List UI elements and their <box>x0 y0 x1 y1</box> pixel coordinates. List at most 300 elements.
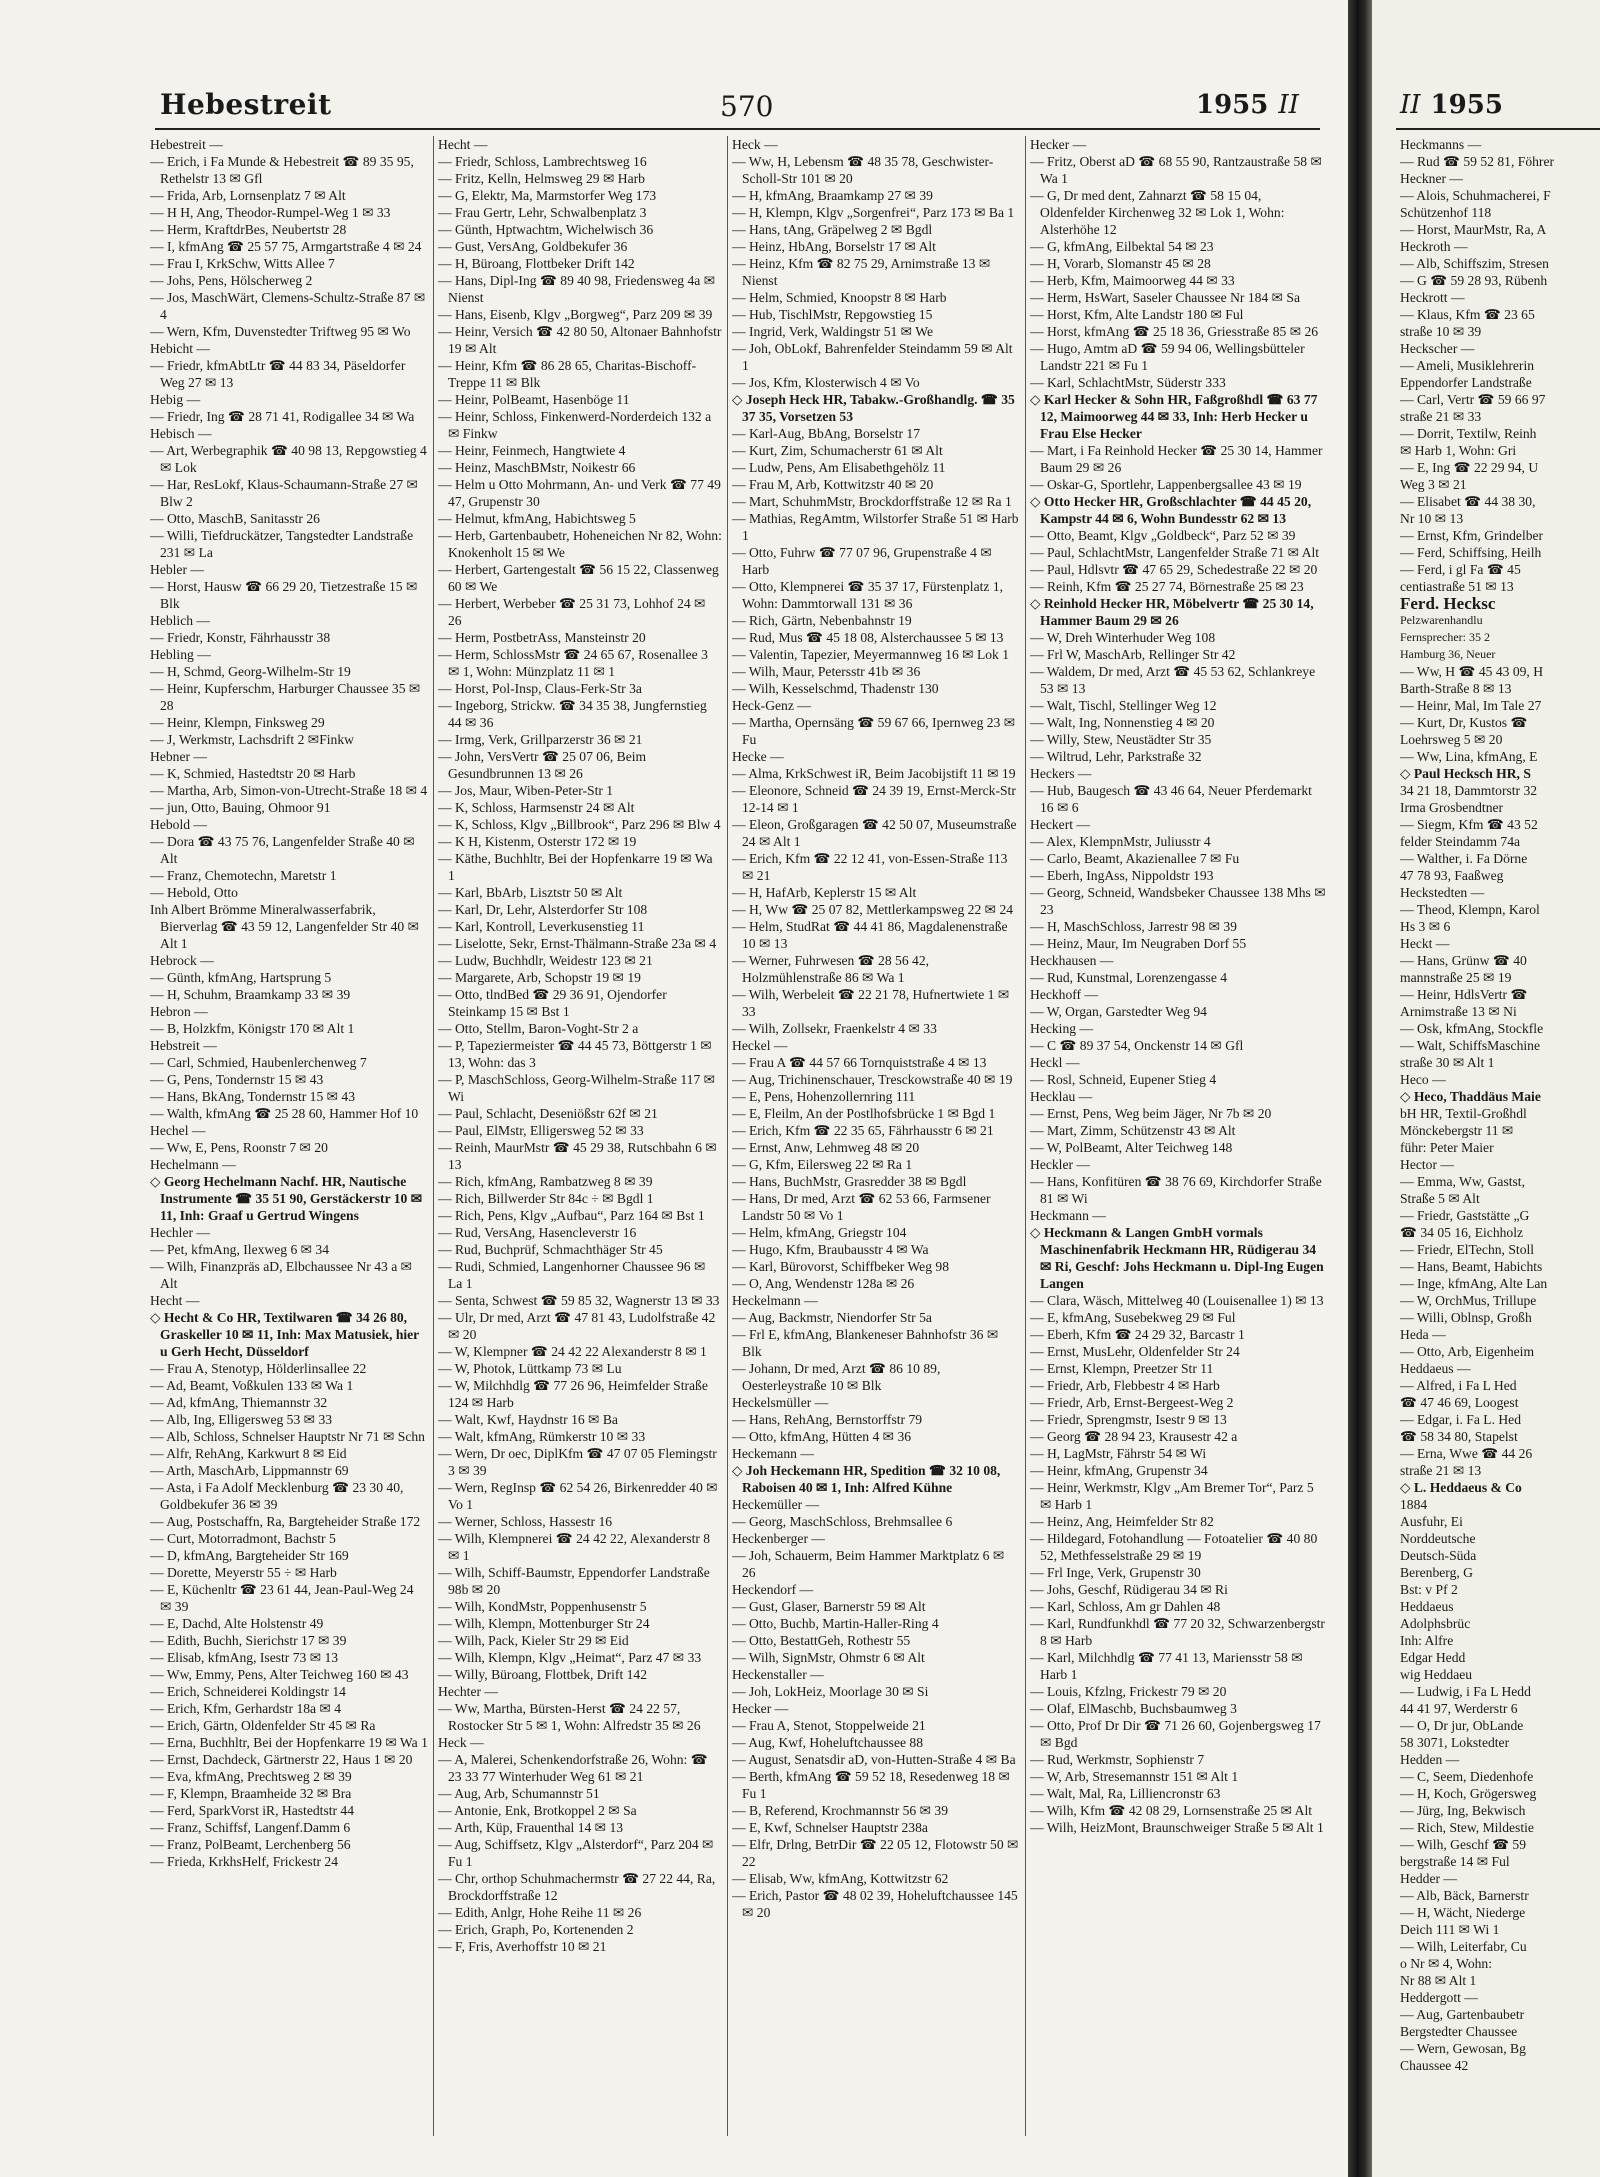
directory-entry: — Wilh, SignMstr, Ohmstr 6 ✉ Alt <box>732 1650 925 1665</box>
directory-entry: — Walther, i. Fa Dörne <box>1400 851 1528 866</box>
directory-entry: — Hans, BkAng, Tondernstr 15 ✉ 43 <box>150 1089 356 1104</box>
directory-entry: — Ernst, Pens, Weg beim Jäger, Nr 7b ✉ 20 <box>1030 1106 1272 1121</box>
directory-entry: ◇ Hecht & Co HR, Textilwaren ☎ 34 26 80, Graskeller 10 ✉ 11, Inh: Max Matusiek, hier u Gerh Hecht, Düsseldorf <box>150 1310 419 1359</box>
directory-entry: bH HR, Textil-Großhdl <box>1400 1106 1527 1121</box>
directory-entry: — Ferd, i gl Fa ☎ 45 <box>1400 562 1521 577</box>
directory-entry: — Rud, Werkmstr, Sophienstr 7 <box>1030 1752 1205 1767</box>
directory-entry: — Karl, Rundfunkhdl ☎ 77 20 32, Schwarzenbergstr 8 ✉ Harb <box>1030 1616 1325 1648</box>
surname-heading: Heda — <box>1400 1327 1446 1342</box>
directory-entry: — H, Klempn, Klgv „Sorgenfrei“, Parz 173 ✉ Ba 1 <box>732 205 1015 220</box>
directory-entry: — Edith, Anlgr, Hohe Reihe 11 ✉ 26 <box>438 1905 642 1920</box>
directory-entry: — Hugo, Amtm aD ☎ 59 94 06, Wellingsbütteler Landstr 221 ✉ Fu 1 <box>1030 341 1305 373</box>
directory-entry: — Otto, MaschB, Sanitasstr 26 <box>150 511 320 526</box>
directory-entry: — Hildegard, Fotohandlung — Fotoatelier ☎ 40 80 52, Methfesselstraße 29 ✉ 19 <box>1030 1531 1318 1563</box>
directory-entry: — Alb, Schloss, Schnelser Hauptstr Nr 71 ✉ Schn <box>150 1429 425 1444</box>
directory-entry: Straße 5 ✉ Alt <box>1400 1191 1480 1206</box>
surname-heading: Hebron — <box>150 1004 208 1019</box>
directory-entry: — Wilh, Maur, Petersstr 41b ✉ 36 <box>732 664 921 679</box>
directory-entry: — Rich, Pens, Klgv „Aufbau“, Parz 164 ✉ Bst 1 <box>438 1208 705 1223</box>
directory-entry: — Friedr, Ing ☎ 28 71 41, Rodigallee 34 ✉ Wa <box>150 409 415 424</box>
directory-entry: — B, Holzkfm, Königstr 170 ✉ Alt 1 <box>150 1021 355 1036</box>
directory-entry: — Frau M, Arb, Kottwitzstr 40 ✉ 20 <box>732 477 934 492</box>
directory-entry: — Rudi, Schmied, Langenhorner Chaussee 96 ✉ La 1 <box>438 1259 706 1291</box>
directory-entry: — W, Klempner ☎ 24 42 22 Alexanderstr 8 ✉ 1 <box>438 1344 707 1359</box>
directory-entry: — Rud, Buchprüf, Schmachthäger Str 45 <box>438 1242 663 1257</box>
directory-entry: — G, Dr med dent, Zahnarzt ☎ 58 15 04, Oldenfelder Kirchenweg 32 ✉ Lok 1, Wohn: Alsterhöhe 12 <box>1030 188 1285 237</box>
directory-entry: — Hub, Baugesch ☎ 43 46 64, Neuer Pferdemarkt 16 ✉ 6 <box>1030 783 1312 815</box>
directory-entry: — Wilh, Zollsekr, Fraenkelstr 4 ✉ 33 <box>732 1021 937 1036</box>
directory-entry: — Ludw, Buchhdlr, Weidestr 123 ✉ 21 <box>438 953 653 968</box>
header-rule <box>1396 128 1600 130</box>
directory-entry: — Willi, Tiefdruckätzer, Tangstedter Landstraße 231 ✉ La <box>150 528 414 560</box>
directory-entry: mannstraße 25 ✉ 19 <box>1400 970 1512 985</box>
directory-entry: — Reinh, MaurMstr ☎ 45 29 38, Rutschbahn 6 ✉ 13 <box>438 1140 717 1172</box>
directory-entry: — Rosl, Schneid, Eupener Stieg 4 <box>1030 1072 1217 1087</box>
directory-entry: straße 10 ✉ 39 <box>1400 324 1482 339</box>
directory-entry: — Elfr, Drlng, BetrDir ☎ 22 05 12, Flotowstr 50 ✉ 22 <box>732 1837 1019 1869</box>
directory-entry: — Ernst, Klempn, Preetzer Str 11 <box>1030 1361 1214 1376</box>
directory-entry: — H, Koch, Grögersweg <box>1400 1786 1537 1801</box>
directory-entry: — Hans, Dr med, Arzt ☎ 62 53 66, Farmsener Landstr 50 ✉ Vo 1 <box>732 1191 991 1223</box>
directory-entry: — Erich, i Fa Munde & Hebestreit ☎ 89 35 95, Rethelstr 13 ✉ Gfl <box>150 154 414 186</box>
directory-entry: — Friedr, Gaststätte „G <box>1400 1208 1530 1223</box>
directory-entry: — Elisabet ☎ 44 38 30, <box>1400 494 1536 509</box>
surname-heading: Heckroth — <box>1400 239 1468 254</box>
directory-entry: — Herb, Kfm, Maimoorweg 44 ✉ 33 <box>1030 273 1235 288</box>
directory-entry: — Herm, HsWart, Saseler Chaussee Nr 184 ✉ Sa <box>1030 290 1301 305</box>
directory-page-right <box>1372 0 1600 2177</box>
directory-entry: — Georg, Schneid, Wandsbeker Chaussee 138 Mhs ✉ 23 <box>1030 885 1326 917</box>
directory-entry: — Johann, Dr med, Arzt ☎ 86 10 89, Oesterleystraße 10 ✉ Blk <box>732 1361 941 1393</box>
directory-entry: — Osk, kfmAng, Stockfle <box>1400 1021 1544 1036</box>
directory-entry: — Alma, KrkSchwest iR, Beim Jacobijstift 11 ✉ 19 <box>732 766 1016 781</box>
directory-entry: — Werner, Fuhrwesen ☎ 28 56 42, Holzmühlenstraße 86 ✉ Wa 1 <box>732 953 930 985</box>
directory-entry: — Ernst, Anw, Lehmweg 48 ✉ 20 <box>732 1140 920 1155</box>
directory-entry: — Hugo, Kfm, Braubausstr 4 ✉ Wa <box>732 1242 929 1257</box>
directory-entry: — Ingrid, Verk, Waldingstr 51 ✉ We <box>732 324 934 339</box>
directory-entry: — Har, ResLokf, Klaus-Schaumann-Straße 27 ✉ Blw 2 <box>150 477 418 509</box>
surname-heading: Heckemann — <box>732 1446 814 1461</box>
directory-entry: — Aug, Postschaffn, Ra, Bargteheider Straße 172 <box>150 1514 421 1529</box>
directory-entry: — Joh, LokHeiz, Moorlage 30 ✉ Si <box>732 1684 929 1699</box>
surname-heading: Hedder — <box>1400 1871 1457 1886</box>
directory-entry: — W, Milchhdlg ☎ 77 26 96, Heimfelder Straße 124 ✉ Harb <box>438 1378 708 1410</box>
directory-entry: — Berth, kfmAng ☎ 59 52 18, Resedenweg 18 ✉ Fu 1 <box>732 1769 1010 1801</box>
directory-entry: — Karl, Kontroll, Leverkusenstieg 11 <box>438 919 645 934</box>
surname-heading: Hechel — <box>150 1123 206 1138</box>
directory-entry: Nr 88 ✉ Alt 1 <box>1400 1973 1477 1988</box>
directory-entry: — Ingeborg, Strickw. ☎ 34 35 38, Jungfernstieg 44 ✉ 36 <box>438 698 707 730</box>
directory-entry: — Heinr, PolBeamt, Hasenböge 11 <box>438 392 630 407</box>
directory-entry: ◇ Joseph Heck HR, Tabakw.-Großhandlg. ☎ 35 37 35, Vorsetzen 53 <box>732 392 1015 424</box>
directory-entry: — Helm, Schmied, Knoopstr 8 ✉ Harb <box>732 290 947 305</box>
directory-entry: — H, HafArb, Keplerstr 15 ✉ Alt <box>732 885 917 900</box>
directory-entry: — Antonie, Enk, Brotkoppel 2 ✉ Sa <box>438 1803 637 1818</box>
directory-entry: — Heinr, Versich ☎ 42 80 50, Altonaer Bahnhofstr 19 ✉ Alt <box>438 324 722 356</box>
directory-entry: — Herm, KraftdrBes, Neubertstr 28 <box>150 222 347 237</box>
directory-entry: — Otto, Beamt, Klgv „Goldbeck“, Parz 52 ✉ 39 <box>1030 528 1296 543</box>
directory-entry: — Hebold, Otto <box>150 885 238 900</box>
directory-entry: — Carl, Vertr ☎ 59 66 97 <box>1400 392 1546 407</box>
directory-entry: — Frl E, kfmAng, Blankeneser Bahnhofstr 36 ✉ Blk <box>732 1327 999 1359</box>
directory-entry: — Fritz, Oberst aD ☎ 68 55 90, Rantzaustraße 58 ✉ Wa 1 <box>1030 154 1322 186</box>
directory-entry: — Wilh, Finanzpräs aD, Elbchaussee Nr 43 a ✉ Alt <box>150 1259 413 1291</box>
directory-entry: — Erna, Wwe ☎ 44 26 <box>1400 1446 1533 1461</box>
surname-heading: Heckert — <box>1030 817 1091 832</box>
directory-entry: felder Steindamm 74a <box>1400 834 1521 849</box>
directory-entry: — Heinr, Werkmstr, Klgv „Am Bremer Tor“, Parz 5 ✉ Harb 1 <box>1030 1480 1314 1512</box>
directory-entry: — C, Seem, Diedenhofe <box>1400 1769 1534 1784</box>
directory-entry: — Johs, Geschf, Rüdigerau 34 ✉ Ri <box>1030 1582 1228 1597</box>
directory-entry: — Hub, TischlMstr, Repgowstieg 15 <box>732 307 933 322</box>
surname-heading: Hecker — <box>732 1701 789 1716</box>
directory-entry: — H, Schuhm, Braamkamp 33 ✉ 39 <box>150 987 351 1002</box>
directory-entry: — Ulr, Dr med, Arzt ☎ 47 81 43, Ludolfstraße 42 ✉ 20 <box>438 1310 716 1342</box>
directory-entry: — Mart, Zimm, Schützenstr 43 ✉ Alt <box>1030 1123 1236 1138</box>
directory-entry: — Rich, Gärtn, Nebenbahnstr 19 <box>732 613 912 628</box>
directory-entry: — Rich, Stew, Mildestie <box>1400 1820 1534 1835</box>
directory-entry: — D, kfmAng, Bargteheider Str 169 <box>150 1548 349 1563</box>
column-divider <box>433 136 434 2136</box>
surname-heading: Heck-Genz — <box>732 698 811 713</box>
directory-entry: — Alb, Ing, Elligersweg 53 ✉ 33 <box>150 1412 333 1427</box>
directory-entry: — Frida, Arb, Lornsenplatz 7 ✉ Alt <box>150 188 346 203</box>
surname-heading: Heco — <box>1400 1072 1446 1087</box>
directory-entry: — Senta, Schwest ☎ 59 85 32, Wagnerstr 13 ✉ 33 <box>438 1293 720 1308</box>
directory-entry: — F, Klempn, Braamheide 32 ✉ Bra <box>150 1786 352 1801</box>
surname-heading: Heckmanns — <box>1400 137 1482 152</box>
directory-entry: Weg 3 ✉ 21 <box>1400 477 1467 492</box>
surname-heading: Heblich — <box>150 613 211 628</box>
directory-entry: — Johs, Pens, Hölscherweg 2 <box>150 273 313 288</box>
directory-entry: — Franz, Schiffsf, Langenf.Damm 6 <box>150 1820 351 1835</box>
directory-entry: — Heinz, HbAng, Borselstr 17 ✉ Alt <box>732 239 936 254</box>
directory-entry: — Pet, kfmAng, Ilexweg 6 ✉ 34 <box>150 1242 330 1257</box>
surname-heading: Heckenberger — <box>732 1531 825 1546</box>
directory-entry: — Walt, Kwf, Haydnstr 16 ✉ Ba <box>438 1412 618 1427</box>
directory-entry: — E, Fleilm, An der Postlhofsbrücke 1 ✉ Bgd 1 <box>732 1106 996 1121</box>
directory-entry: — Otto, Arb, Eigenheim <box>1400 1344 1535 1359</box>
directory-entry: — Reinh, Kfm ☎ 25 27 74, Börnestraße 25 ✉ 23 <box>1030 579 1304 594</box>
directory-entry: — E, Kwf, Schnelser Hauptstr 238a <box>732 1820 928 1835</box>
directory-entry: — H, Büroang, Flottbeker Drift 142 <box>438 256 635 271</box>
directory-entry: führ: Peter Maier <box>1400 1140 1494 1155</box>
directory-entry: — Herbert, Werbeber ☎ 25 31 73, Lohhof 24 ✉ 26 <box>438 596 706 628</box>
directory-entry: — Karl, Dr, Lehr, Alsterdorfer Str 108 <box>438 902 648 917</box>
directory-entry: — Martha, Arb, Simon-von-Utrecht-Straße 18 ✉ 4 <box>150 783 428 798</box>
directory-entry: — Frau A, Stenot, Stoppelweide 21 <box>732 1718 926 1733</box>
surname-heading: Hechter — <box>438 1684 499 1699</box>
directory-entry: — Erich, Gärtn, Oldenfelder Str 45 ✉ Ra <box>150 1718 376 1733</box>
surname-heading: Hecht — <box>150 1293 200 1308</box>
directory-entry: — Irmg, Verk, Grillparzerstr 36 ✉ 21 <box>438 732 643 747</box>
surname-heading: Hebicht — <box>150 341 211 356</box>
surname-heading: Heckemüller — <box>732 1497 820 1512</box>
directory-entry: — Wilh, Klempn, Klgv „Heimat“, Parz 47 ✉ 33 <box>438 1650 702 1665</box>
directory-entry: ◇ Otto Hecker HR, Großschlachter ☎ 44 45 20, Kampstr 44 ✉ 6, Wohn Bundesstr 62 ✉ 13 <box>1030 494 1312 526</box>
directory-entry: — Franz, PolBeamt, Lerchenberg 56 <box>150 1837 351 1852</box>
directory-entry: — Heinz, MaschBMstr, Noikestr 66 <box>438 460 636 475</box>
directory-entry: — Alfred, i Fa L Hed <box>1400 1378 1517 1393</box>
directory-entry: — Franz, Chemotechn, Maretstr 1 <box>150 868 337 883</box>
surname-heading: Hebstreit — <box>150 1038 217 1053</box>
surname-heading: Heckmann — <box>1030 1208 1106 1223</box>
page-number: 570 <box>720 90 774 123</box>
surname-heading: Hebold — <box>150 817 208 832</box>
directory-entry: — Walt, Mal, Ra, Lilliencronstr 63 <box>1030 1786 1221 1801</box>
directory-entry: — Käthe, Buchhltr, Bei der Hopfenkarre 19 ✉ Wa 1 <box>438 851 713 883</box>
directory-entry: — E, kfmAng, Susebekweg 29 ✉ Ful <box>1030 1310 1236 1325</box>
surname-heading: Hedden — <box>1400 1752 1460 1767</box>
surname-heading: Heck — <box>438 1735 484 1750</box>
directory-entry: — Wilh, Pack, Kieler Str 29 ✉ Eid <box>438 1633 629 1648</box>
directory-entry: — Friedr, kfmAbtLtr ☎ 44 83 34, Päseldorfer Weg 27 ✉ 13 <box>150 358 406 390</box>
directory-entry: — Louis, Kfzlng, Frickestr 79 ✉ 20 <box>1030 1684 1227 1699</box>
directory-entry: Edgar Hedd <box>1400 1650 1466 1665</box>
directory-entry: — Karl, Milchhdlg ☎ 77 41 13, Mariensstr 58 ✉ Harb 1 <box>1030 1650 1303 1682</box>
directory-entry: bergstraße 14 ✉ Ful <box>1400 1854 1510 1869</box>
surname-heading: Hebling — <box>150 647 211 662</box>
directory-entry: — Valentin, Tapezier, Meyermannweg 16 ✉ Lok 1 <box>732 647 1010 662</box>
directory-entry: wig Heddaeu <box>1400 1667 1473 1682</box>
directory-entry: Loehrsweg 5 ✉ 20 <box>1400 732 1503 747</box>
directory-entry: — Elisab, kfmAng, Isestr 73 ✉ 13 <box>150 1650 339 1665</box>
directory-entry: — Herbert, Gartengestalt ☎ 56 15 22, Classenweg 60 ✉ We <box>438 562 719 594</box>
directory-entry: — Walt, Ing, Nonnenstieg 4 ✉ 20 <box>1030 715 1215 730</box>
directory-entry: — Eberh, IngAss, Nippoldstr 193 <box>1030 868 1214 883</box>
directory-entry: — Frau I, KrkSchw, Witts Allee 7 <box>150 256 335 271</box>
directory-entry: — Frau A, Stenotyp, Hölderlinsallee 22 <box>150 1361 367 1376</box>
directory-entry: — Karl, SchlachtMstr, Süderstr 333 <box>1030 375 1226 390</box>
directory-entry: — Hans, Grünw ☎ 40 <box>1400 953 1527 968</box>
directory-entry: Chaussee 42 <box>1400 2058 1469 2073</box>
directory-entry: — Edith, Buchh, Sierichstr 17 ✉ 39 <box>150 1633 347 1648</box>
directory-entry: — Wilh, Geschf ☎ 59 <box>1400 1837 1527 1852</box>
directory-entry: — Wilh, Werbeleit ☎ 22 21 78, Hufnertwiete 1 ✉ 33 <box>732 987 1010 1019</box>
directory-entry: — K, Schmied, Hastedtstr 20 ✉ Harb <box>150 766 356 781</box>
directory-entry: — Aug, Schiffsetz, Klgv „Alsterdorf“, Parz 204 ✉ Fu 1 <box>438 1837 714 1869</box>
directory-entry: Schützenhof 118 <box>1400 205 1492 220</box>
directory-entry: — Gust, VersAng, Goldbekufer 36 <box>438 239 628 254</box>
directory-entry: — Dora ☎ 43 75 76, Langenfelder Straße 40 ✉ Alt <box>150 834 415 866</box>
year-text: 1955 <box>1196 90 1269 120</box>
right-page-column <box>1400 136 1600 2146</box>
directory-entry: — I, kfmAng ☎ 25 57 75, Armgartstraße 4 ✉ 24 <box>150 239 422 254</box>
directory-entry: — K, Schloss, Harmsenstr 24 ✉ Alt <box>438 800 635 815</box>
directory-entry: — Inge, kfmAng, Alte Lan <box>1400 1276 1548 1291</box>
column-divider <box>1025 136 1026 2136</box>
directory-entry: — Otto, tlndBed ☎ 29 36 91, Ojendorfer Steinkamp 15 ✉ Bst 1 <box>438 987 667 1019</box>
advertisement-line: Hamburg 36, Neuer <box>1400 647 1496 661</box>
directory-entry: — Horst, Pol-Insp, Claus-Ferk-Str 3a <box>438 681 642 696</box>
directory-entry: — W, Organ, Garstedter Weg 94 <box>1030 1004 1207 1019</box>
directory-entry: — Ww, Emmy, Pens, Alter Teichweg 160 ✉ 43 <box>150 1667 409 1682</box>
directory-entry: Norddeutsche <box>1400 1531 1476 1546</box>
directory-entry: — Heinr, Mal, Im Tale 27 <box>1400 698 1542 713</box>
surname-heading: Hebestreit — <box>150 137 223 152</box>
directory-entry: — Heinz, Maur, Im Neugraben Dorf 55 <box>1030 936 1247 951</box>
directory-entry: — Rud, VersAng, Hasencleverstr 16 <box>438 1225 637 1240</box>
right-part-text: II <box>1400 90 1421 120</box>
directory-entry: — Otto, Stellm, Baron-Voght-Str 2 a <box>438 1021 639 1036</box>
surname-heading: Heckl — <box>1030 1055 1080 1070</box>
directory-entry: — Curt, Motorradmont, Bachstr 5 <box>150 1531 336 1546</box>
directory-entry: — Ernst, Dachdeck, Gärtnerstr 22, Haus 1 ✉ 20 <box>150 1752 413 1767</box>
directory-entry: — Georg, MaschSchloss, Brehmsallee 6 <box>732 1514 953 1529</box>
directory-entry: — Art, Werbegraphik ☎ 40 98 13, Repgowstieg 4 ✉ Lok <box>150 443 427 475</box>
directory-entry: — Waldem, Dr med, Arzt ☎ 45 53 62, Schlankreye 53 ✉ 13 <box>1030 664 1316 696</box>
directory-entry: Irma Grosbendtner <box>1400 800 1504 815</box>
directory-entry: — Ernst, MusLehr, Oldenfelder Str 24 <box>1030 1344 1240 1359</box>
directory-entry: — Ww, Martha, Bürsten-Herst ☎ 24 22 57, Rostocker Str 5 ✉ 1, Wohn: Alfredstr 35 ✉ 26 <box>438 1701 701 1733</box>
directory-entry: — Rud ☎ 59 52 81, Föhrer <box>1400 154 1554 169</box>
surname-heading: Heckler — <box>1030 1157 1091 1172</box>
directory-entry: — Kurt, Zim, Schumacherstr 61 ✉ Alt <box>732 443 943 458</box>
directory-entry: — H, Vorarb, Slomanstr 45 ✉ 28 <box>1030 256 1211 271</box>
directory-entry: — Horst, Hausw ☎ 66 29 20, Tietzestraße 15 ✉ Blk <box>150 579 418 611</box>
directory-entry: — Eberh, Kfm ☎ 24 29 32, Barcastr 1 <box>1030 1327 1245 1342</box>
directory-entry: — Hans, BuchMstr, Grasredder 38 ✉ Bgdl <box>732 1174 967 1189</box>
directory-entry: — Aug, Arb, Schumannstr 51 <box>438 1786 600 1801</box>
directory-entry: — Heinr, Feinmech, Hangtwiete 4 <box>438 443 626 458</box>
directory-entry: — Theod, Klempn, Karol <box>1400 902 1540 917</box>
directory-entry: — Willy, Stew, Neustädter Str 35 <box>1030 732 1212 747</box>
directory-entry: — Horst, MaurMstr, Ra, A <box>1400 222 1547 237</box>
directory-entry: Barth-Straße 8 ✉ 13 <box>1400 681 1512 696</box>
directory-entry: — Heinr, Kupferschm, Harburger Chaussee 35 ✉ 28 <box>150 681 421 713</box>
surname-heading: Hecht — <box>438 137 488 152</box>
directory-entry: straße 21 ✉ 13 <box>1400 1463 1482 1478</box>
page-header-keyword: Hebestreit <box>160 88 332 121</box>
surname-heading: Heckel — <box>732 1038 788 1053</box>
directory-entry: — Heinr, Kfm ☎ 86 28 65, Charitas-Bischoff-Treppe 11 ✉ Blk <box>438 358 697 390</box>
directory-entry: — Otto, Fuhrw ☎ 77 07 96, Grupenstraße 4 ✉ Harb <box>732 545 992 577</box>
directory-entry: — Heinz, Ang, Heimfelder Str 82 <box>1030 1514 1214 1529</box>
directory-entry: — Wilh, Kfm ☎ 42 08 29, Lornsenstraße 25 ✉ Alt <box>1030 1803 1313 1818</box>
directory-entry: ☎ 58 34 80, Stapelst <box>1400 1429 1518 1444</box>
surname-heading: Hebisch — <box>150 426 212 441</box>
directory-entry: — Emma, Ww, Gastst, <box>1400 1174 1525 1189</box>
directory-entry: — Paul, Schlacht, Deseniößstr 62f ✉ 21 <box>438 1106 658 1121</box>
surname-heading: Hebner — <box>150 749 207 764</box>
directory-entry: — Arth, Küp, Frauenthal 14 ✉ 13 <box>438 1820 624 1835</box>
surname-heading: Heckt — <box>1400 936 1450 951</box>
directory-entry: Nr 10 ✉ 13 <box>1400 511 1464 526</box>
directory-entry: — C ☎ 89 37 54, Onckenstr 14 ✉ Gfl <box>1030 1038 1244 1053</box>
directory-entry: o Nr ✉ 4, Wohn: <box>1400 1956 1492 1971</box>
directory-entry: — Ameli, Musiklehrerin <box>1400 358 1535 373</box>
surname-heading: Heckstedten — <box>1400 885 1485 900</box>
directory-entry: — Erich, Graph, Po, Kortenenden 2 <box>438 1922 634 1937</box>
directory-entry: — Frau Gertr, Lehr, Schwalbenplatz 3 <box>438 205 647 220</box>
surname-heading: Hechler — <box>150 1225 211 1240</box>
directory-entry: — Wilh, Kesselschmd, Thadenstr 130 <box>732 681 939 696</box>
directory-entry: — Friedr, Konstr, Fährhausstr 38 <box>150 630 331 645</box>
directory-entry: — Frau A ☎ 44 57 66 Tornquiststraße 4 ✉ 13 <box>732 1055 987 1070</box>
directory-entry: Mönckebergstr 11 ✉ <box>1400 1123 1514 1138</box>
surname-heading: Heckers — <box>1030 766 1092 781</box>
directory-entry: — Otto, Prof Dr Dir ☎ 71 26 60, Gojenbergsweg 17 ✉ Bgd <box>1030 1718 1321 1750</box>
directory-entry: — K, Schloss, Klgv „Billbrook“, Parz 296 ✉ Blw 4 <box>438 817 721 832</box>
directory-entry: — Aug, Trichinenschauer, Tresckowstraße 40 ✉ 19 <box>732 1072 1013 1087</box>
directory-entry: — Wilh, Klempnerei ☎ 24 42 22, Alexanderstr 8 ✉ 1 <box>438 1531 711 1563</box>
directory-entry: Deich 111 ✉ Wi 1 <box>1400 1922 1500 1937</box>
directory-entry: — Hans, RehAng, Bernstorffstr 79 <box>732 1412 923 1427</box>
directory-entry: — Joh, Schauerm, Beim Hammer Marktplatz 6 ✉ 26 <box>732 1548 1005 1580</box>
directory-entry: — Jos, Maur, Wiben-Peter-Str 1 <box>438 783 614 798</box>
directory-entry: — Edgar, i. Fa L. Hed <box>1400 1412 1522 1427</box>
directory-entry: ◇ Karl Hecker & Sohn HR, Faßgroßhdl ☎ 63 77 12, Maimoorweg 44 ✉ 33, Inh: Herb Hecker u Frau Else Hecker <box>1030 392 1318 441</box>
surname-heading: Heckscher — <box>1400 341 1475 356</box>
directory-entry: — E, Dachd, Alte Holstenstr 49 <box>150 1616 324 1631</box>
directory-entry: — Siegm, Kfm ☎ 43 52 <box>1400 817 1538 832</box>
directory-entry: — W, OrchMus, Trillupe <box>1400 1293 1537 1308</box>
directory-entry: — H, Schmd, Georg-Wilhelm-Str 19 <box>150 664 351 679</box>
directory-entry: — Carl, Schmied, Haubenlerchenweg 7 <box>150 1055 367 1070</box>
directory-entry: — Ww, Lina, kfmAng, E <box>1400 749 1538 764</box>
directory-entry: straße 21 ✉ 33 <box>1400 409 1482 424</box>
directory-entry: — Oskar-G, Sportlehr, Lappenbergsallee 43 ✉ 19 <box>1030 477 1302 492</box>
directory-entry: — Elisab, Ww, kfmAng, Kottwitzstr 62 <box>732 1871 949 1886</box>
surname-heading: Heckelsmüller — <box>732 1395 829 1410</box>
directory-entry: — Herm, SchlossMstr ☎ 24 65 67, Rosenallee 3 ✉ 1, Wohn: Münzplatz 11 ✉ 1 <box>438 647 708 679</box>
directory-entry: — Eva, kfmAng, Prechtsweg 2 ✉ 39 <box>150 1769 352 1784</box>
directory-entry: 44 41 97, Werderstr 6 <box>1400 1701 1518 1716</box>
directory-entry: — Alois, Schuhmacherei, F <box>1400 188 1551 203</box>
directory-entry: — Erich, Kfm, Gerhardstr 18a ✉ 4 <box>150 1701 342 1716</box>
surname-heading: Hechelmann — <box>150 1157 236 1172</box>
directory-entry: — Hans, Beamt, Habichts <box>1400 1259 1543 1274</box>
directory-entry: — Martha, Opernsäng ☎ 59 67 66, Ipernweg 23 ✉ Fu <box>732 715 1016 747</box>
directory-entry: — Jos, Kfm, Klosterwisch 4 ✉ Vo <box>732 375 920 390</box>
directory-entry: — Erich, Pastor ☎ 48 02 39, Hoheluftchaussee 145 ✉ 20 <box>732 1888 1018 1920</box>
directory-entry: — G, Pens, Tondernstr 15 ✉ 43 <box>150 1072 324 1087</box>
directory-entry: — Erich, Kfm ☎ 22 35 65, Fährhausstr 6 ✉ 21 <box>732 1123 994 1138</box>
directory-entry: — H, LagMstr, Fährstr 54 ✉ Wi <box>1030 1446 1207 1461</box>
surname-heading: Hebrock — <box>150 953 214 968</box>
directory-entry: Eppendorfer Landstraße <box>1400 375 1532 390</box>
directory-entry: — W, Arb, Stresemannstr 151 ✉ Alt 1 <box>1030 1769 1239 1784</box>
surname-heading: Hecke — <box>732 749 784 764</box>
directory-entry: — Helm, StudRat ☎ 44 41 86, Magdalenenstraße 10 ✉ 13 <box>732 919 1008 951</box>
surname-heading: Hecklau — <box>1030 1089 1093 1104</box>
directory-entry: — Mart, SchuhmMstr, Brockdorffstraße 12 ✉ Ra 1 <box>732 494 1012 509</box>
directory-entry: — E, Pens, Hohenzollernring 111 <box>732 1089 916 1104</box>
directory-entry: — Walt, SchiffsMaschine <box>1400 1038 1540 1053</box>
directory-entry: — Jürg, Ing, Bekwisch <box>1400 1803 1526 1818</box>
directory-entry: — Karl, Schloss, Am gr Dahlen 48 <box>1030 1599 1221 1614</box>
directory-entry: Ausfuhr, Ei <box>1400 1514 1463 1529</box>
directory-entry: — Friedr, ElTechn, Stoll <box>1400 1242 1535 1257</box>
surname-heading: Heckenstaller — <box>732 1667 824 1682</box>
directory-entry: — Frl Inge, Verk, Grupenstr 30 <box>1030 1565 1201 1580</box>
directory-entry: — Walth, kfmAng ☎ 25 28 60, Hammer Hof 10 <box>150 1106 419 1121</box>
directory-entry: — H H, Ang, Theodor-Rumpel-Weg 1 ✉ 33 <box>150 205 391 220</box>
directory-entry: — Horst, Kfm, Alte Landstr 180 ✉ Ful <box>1030 307 1244 322</box>
directory-entry: — H, kfmAng, Braamkamp 27 ✉ 39 <box>732 188 933 203</box>
advertisement-line: Fernsprecher: 35 2 <box>1400 630 1490 644</box>
directory-entry: — jun, Otto, Bauing, Ohmoor 91 <box>150 800 331 815</box>
part-text: II <box>1278 90 1299 120</box>
directory-entry: — Eleon, Großgaragen ☎ 42 50 07, Museumstraße 24 ✉ Alt 1 <box>732 817 1017 849</box>
directory-entry: — G, Elektr, Ma, Marmstorfer Weg 173 <box>438 188 657 203</box>
right-page-header <box>1400 90 1503 120</box>
directory-entry: — Wern, Kfm, Duvenstedter Triftweg 95 ✉ Wo <box>150 324 411 339</box>
directory-entry: — Paul, SchlachtMstr, Langenfelder Straße 71 ✉ Alt <box>1030 545 1320 560</box>
directory-entry: — K H, Kistenm, Osterstr 172 ✉ 19 <box>438 834 637 849</box>
directory-entry: — Heinz, Kfm ☎ 82 75 29, Arnimstraße 13 ✉ Nienst <box>732 256 991 288</box>
directory-entry: — Alb, Bäck, Barnerstr <box>1400 1888 1529 1903</box>
